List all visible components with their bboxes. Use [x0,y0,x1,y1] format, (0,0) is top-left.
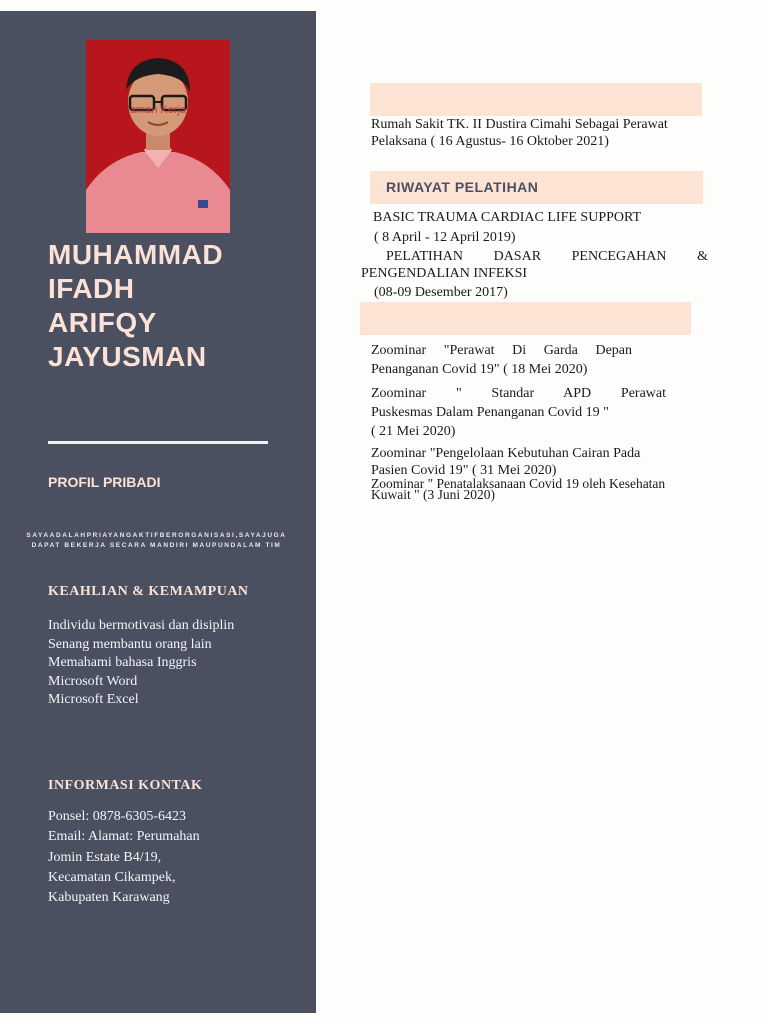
name-divider [48,441,268,444]
contact-address-line: Kabupaten Karawang [48,890,170,906]
training-date-1: ( 8 April - 12 April 2019) [374,230,516,245]
contact-address-line: Jomin Estate B4/19, [48,849,162,865]
name-line-3: ARIFQY [48,307,157,338]
contact-list [48,807,200,908]
contact-phone: Ponsel: 0878-6305-6423 [48,809,187,824]
skills-title: KEAHLIAN & KEMAMPUAN [48,584,249,599]
experience-entry [371,116,711,150]
seminar-item-3: Zoominar "Pengelolaan Kebutuhan Cairan Pada [371,446,641,461]
training-item-1: BASIC TRAUMA CARDIAC LIFE SUPPORT [373,210,642,225]
seminar-item-4: Zoominar " Penatalaksanaan Covid 19 oleh Kesehatan [371,476,666,491]
experience-line: Rumah Sakit TK. II Dustira Cimahi Sebagai Perawat [371,117,668,132]
profile-text: SAYAADALAHPRIAYANGAKTIFBERORGANISASI,SAYAJUGA DAPAT BEKERJA SECARA MANDIRI MAUPUNDALAM TIM [26,532,287,549]
person-portrait-illustration [86,40,230,233]
name-line-2: IFADH [48,273,135,304]
photo-overlay-text: aman Kerja [129,104,187,116]
skill-item: Senang membantu orang lain [48,636,212,652]
experience-header-bar [370,83,702,116]
contact-email-address: Email: Alamat: Perumahan [48,829,200,845]
seminar-item-2: Zoominar " Standar APD Perawat [371,386,666,401]
sidebar [0,11,316,1013]
seminar-item-2-date: ( 21 Mei 2020) [371,424,456,439]
skill-item: Individu bermotivasi dan disiplin [48,618,235,633]
seminar-item-3-cont: Pasien Covid 19" ( 31 Mei 2020) [371,463,557,478]
name-line-1: MUHAMMAD [48,239,224,270]
name-line-4: JAYUSMAN [48,341,207,372]
seminar-item-1-date: Penanganan Covid 19" ( 18 Mei 2020) [371,362,588,377]
training-date-2: (08-09 Desember 2017) [374,285,508,300]
skills-list [48,617,234,710]
skill-item: Memahami bahasa Inggris [48,655,197,671]
profile-title: PROFIL PRIBADI [48,474,161,490]
training-item-2: PELATIHAN DASAR PENCEGAHAN & [386,249,708,264]
contact-title: INFORMASI KONTAK [48,778,203,793]
training-header-bar [370,171,703,204]
skill-item: Microsoft Excel [48,692,139,708]
training-title: RIWAYAT PELATIHAN [386,179,539,195]
contact-address-line: Kecamatan Cikampek, [48,869,176,885]
seminar-item-1: Zoominar "Perawat Di Garda Depan [371,343,632,358]
profile-photo [86,40,230,233]
seminar-item-2-cont: Puskesmas Dalam Penanganan Covid 19 " [371,405,609,420]
seminar-item-4-cont: Kuwait " (3 Juni 2020) [371,487,495,502]
experience-line: Pelaksana ( 16 Agustus- 16 Oktober 2021) [371,134,609,149]
seminar-header-bar [360,302,691,335]
skill-item: Microsoft Word [48,673,138,689]
training-item-2-cont: PENGENDALIAN INFEKSI [361,266,528,281]
